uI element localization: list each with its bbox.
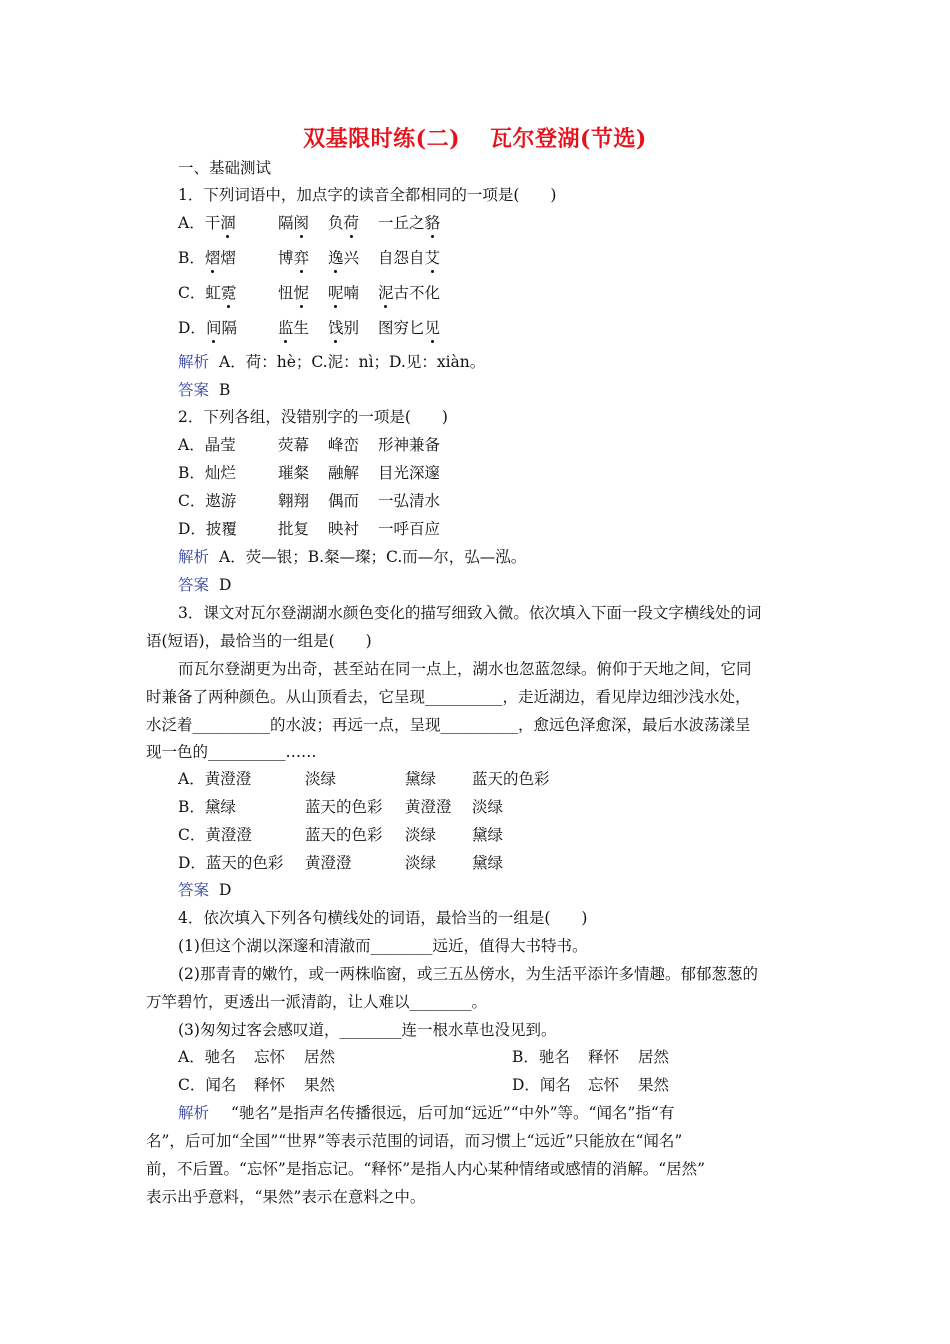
q2-answer-label: 答案 xyxy=(178,576,210,594)
title-main: 双基限时练(二) xyxy=(303,126,460,152)
q1-stem: 1．下列词语中，加点字的读音全都相同的一项是( ) xyxy=(178,186,557,204)
q2-a-w2: 荧幕 xyxy=(278,436,310,454)
q2-d-w3: 映衬 xyxy=(328,520,360,538)
q2-analysis-label: 解析 xyxy=(178,548,210,566)
q1-option-b xyxy=(178,248,440,268)
q3-c-w2: 蓝天的色彩 xyxy=(305,826,383,844)
q1-c-w3: 呢喃 xyxy=(328,284,360,302)
q4-b-w2: 释怀 xyxy=(588,1048,620,1066)
q1-b-w3: 逸兴 xyxy=(328,249,360,267)
q3-b-w2: 蓝天的色彩 xyxy=(305,798,383,816)
q3-option-d xyxy=(178,853,503,873)
q3-a-w1: A．黄澄澄 xyxy=(178,770,252,788)
q1-answer-text: B xyxy=(219,381,231,399)
q3-passage-line2: 时兼备了两种颜色。从山顶看去，它呈现__________，走近湖边，看见岸边细沙浅水处， xyxy=(146,688,751,706)
q2-c-w4: 一弘清水 xyxy=(378,492,441,510)
q4-c-w2: 释怀 xyxy=(254,1076,286,1094)
q3-answer-text: D xyxy=(219,881,232,899)
q2-a-w3: 峰峦 xyxy=(328,436,360,454)
q2-stem: 2．下列各组，没错别字的一项是( ) xyxy=(178,408,448,426)
q3-option-b xyxy=(178,797,503,817)
q2-c-w3: 偶而 xyxy=(328,492,360,510)
q1-b-w4: 自怨自艾 xyxy=(378,249,441,267)
q4-d-w1: D．闻名 xyxy=(512,1076,571,1094)
q2-b-w1: B．灿烂 xyxy=(178,464,236,482)
q1-c-w4: 泥古不化 xyxy=(378,284,441,302)
q4-analysis-line2: 名”，后可加“全国”“世界”等表示范围的词语，而习惯上“远近”只能放在“闻名” xyxy=(146,1132,683,1150)
q1-a-w2: 隔阂 xyxy=(278,214,310,232)
q1-d-w2: 监生 xyxy=(278,319,310,337)
q3-b-w1: B．黛绿 xyxy=(178,798,236,816)
q2-a-w4: 形神兼备 xyxy=(378,436,441,454)
q3-answer-label: 答案 xyxy=(178,881,210,899)
q1-answer xyxy=(178,380,230,400)
q4-stem: 4．依次填入下列各句横线处的词语，最恰当的一组是( ) xyxy=(178,909,588,927)
q1-a-w1: A．干涸 xyxy=(178,214,236,232)
q2-answer xyxy=(178,575,231,595)
q1-d-w4: 图穷匕见 xyxy=(378,319,441,337)
q4-analysis-label: 解析 xyxy=(178,1104,210,1122)
q1-option-a xyxy=(178,213,440,233)
q1-b-w1: B．熠熠 xyxy=(178,249,236,267)
q2-analysis-text: A．荧—银；B.粲—璨；C.而—尔，弘—泓。 xyxy=(219,548,527,566)
section-heading: 一、基础测试 xyxy=(178,159,272,177)
q3-c-w1: C．黄澄澄 xyxy=(178,826,252,844)
page-title xyxy=(0,122,950,153)
q3-c-w4: 黛绿 xyxy=(472,826,504,844)
q3-option-a xyxy=(178,769,550,789)
q2-d-w4: 一呼百应 xyxy=(378,520,441,538)
q4-analysis-text1: “驰名”是指声名传播很远，后可加“远近”“中外”等。“闻名”指“有 xyxy=(231,1104,675,1122)
q2-d-w1: D．披覆 xyxy=(178,520,237,538)
q1-analysis xyxy=(178,352,485,372)
q4-c-w3: 果然 xyxy=(304,1076,336,1094)
q2-option-a xyxy=(178,435,440,455)
q4-option-d xyxy=(512,1075,669,1095)
q3-passage-line1: 而瓦尔登湖更为出奇，甚至站在同一点上，湖水也忽蓝忽绿。俯仰于天地之间，它同 xyxy=(178,660,752,678)
q3-passage-line3: 水泛着__________的水波；再远一点，呈现__________，愈远色泽愈深，最后水波荡漾呈 xyxy=(146,716,751,734)
q1-option-c xyxy=(178,283,440,303)
q3-b-w4: 淡绿 xyxy=(472,798,504,816)
q2-c-w1: C．遨游 xyxy=(178,492,237,510)
q1-d-w3: 饯别 xyxy=(328,319,360,337)
q2-b-w3: 融解 xyxy=(328,464,360,482)
q3-d-w2: 黄澄澄 xyxy=(305,854,352,872)
q3-option-c xyxy=(178,825,503,845)
q4-sentence-1: (1)但这个湖以深邃和清澈而________远近，值得大书特书。 xyxy=(178,937,588,955)
q4-a-w1: A．驰名 xyxy=(178,1048,236,1066)
q1-b-w2: 博弈 xyxy=(278,249,310,267)
q4-a-w3: 居然 xyxy=(304,1048,336,1066)
q3-stem-line1: 3．课文对瓦尔登湖湖水颜色变化的描写细致入微。依次填入下面一段文字横线处的词 xyxy=(178,604,762,622)
q1-c-w2: 忸怩 xyxy=(278,284,310,302)
q2-c-w2: 翱翔 xyxy=(278,492,310,510)
q3-passage-line4: 现一色的__________…… xyxy=(146,743,317,761)
q4-d-w2: 忘怀 xyxy=(588,1076,620,1094)
q4-b-w3: 居然 xyxy=(638,1048,670,1066)
q4-option-b xyxy=(512,1047,669,1067)
q4-option-a xyxy=(178,1047,335,1067)
q1-answer-label: 答案 xyxy=(178,381,210,399)
q4-a-w2: 忘怀 xyxy=(254,1048,286,1066)
q2-option-d xyxy=(178,519,440,539)
q1-d-w1: D．间隔 xyxy=(178,319,237,337)
q1-analysis-label: 解析 xyxy=(178,353,210,371)
q4-sentence-3: (3)匆匆过客会感叹道，________连一根水草也没见到。 xyxy=(178,1021,557,1039)
q4-sentence-2-line1: (2)那青青的嫩竹，或一两株临窗，或三五丛傍水，为生活平添许多情趣。郁郁葱葱的 xyxy=(178,965,758,983)
q1-option-d xyxy=(178,318,440,338)
q2-b-w4: 目光深邃 xyxy=(378,464,441,482)
title-sub: 瓦尔登湖(节选) xyxy=(490,126,647,152)
q4-b-w1: B．驰名 xyxy=(512,1048,570,1066)
q2-option-b xyxy=(178,463,440,483)
q3-d-w3: 淡绿 xyxy=(405,854,437,872)
q4-c-w1: C．闻名 xyxy=(178,1076,237,1094)
q1-analysis-text: A．荷：hè；C.泥：nì；D.见：xiàn。 xyxy=(219,353,486,371)
q3-c-w3: 淡绿 xyxy=(405,826,437,844)
q1-a-w3: 负荷 xyxy=(328,214,360,232)
q3-d-w4: 黛绿 xyxy=(472,854,504,872)
q1-a-w4: 一丘之貉 xyxy=(378,214,441,232)
q3-a-w2: 淡绿 xyxy=(305,770,337,788)
q4-d-w3: 果然 xyxy=(638,1076,670,1094)
q3-b-w3: 黄澄澄 xyxy=(405,798,452,816)
q3-d-w1: D．蓝天的色彩 xyxy=(178,854,284,872)
q2-answer-text: D xyxy=(219,576,232,594)
q4-sentence-2-line2: 万竿碧竹，更透出一派清韵，让人难以________。 xyxy=(146,993,488,1011)
q4-option-c xyxy=(178,1075,335,1095)
q3-a-w3: 黛绿 xyxy=(405,770,437,788)
q3-a-w4: 蓝天的色彩 xyxy=(472,770,550,788)
q2-d-w2: 批复 xyxy=(278,520,310,538)
q3-answer xyxy=(178,880,231,900)
q1-c-w1: C．虹霓 xyxy=(178,284,237,302)
q2-analysis xyxy=(178,547,526,567)
q2-b-w2: 璀粲 xyxy=(278,464,310,482)
q2-a-w1: A．晶莹 xyxy=(178,436,236,454)
q4-analysis-line3: 前，不后置。“忘怀”是指忘记。“释怀”是指人内心某种情绪或感情的消解。“居然” xyxy=(146,1160,706,1178)
q4-analysis-line4: 表示出乎意料，“果然”表示在意料之中。 xyxy=(146,1188,426,1206)
q2-option-c xyxy=(178,491,440,511)
q3-stem-line2: 语(短语)，最恰当的一组是( ) xyxy=(146,632,372,650)
q4-analysis-line1 xyxy=(178,1103,674,1123)
